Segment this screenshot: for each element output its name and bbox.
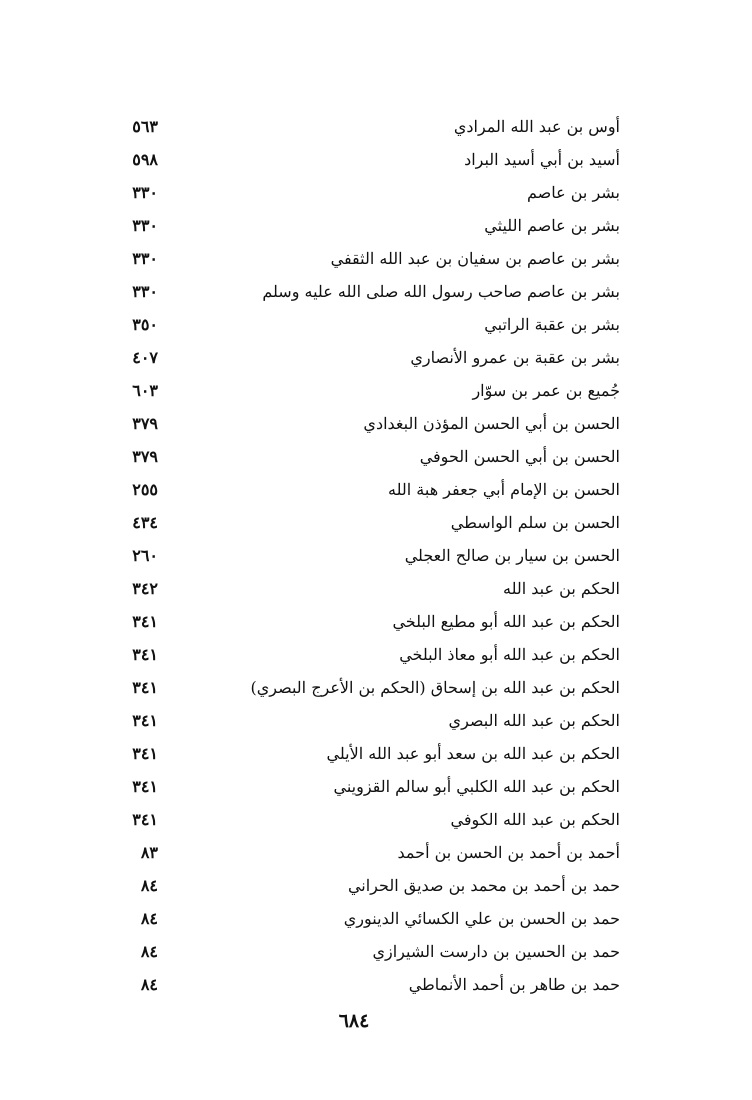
entry-name: أوس بن عبد الله المرادي (453, 117, 620, 136)
entry-page-number: ٥٦٣ (132, 117, 158, 136)
entry-name: بشر بن عاصم صاحب رسول الله صلى الله عليه وسلم (262, 282, 620, 301)
index-entry (0, 935, 752, 968)
entry-page-number: ٨٤ (140, 942, 158, 961)
index-entry (0, 803, 752, 836)
entry-page-number: ٣٣٠ (132, 282, 158, 301)
index-entry (0, 572, 752, 605)
entry-name: بشر بن عقبة بن عمرو الأنصاري (410, 348, 620, 367)
entry-page-number: ٣٥٠ (132, 315, 158, 334)
entry-page-number: ٣٤١ (132, 744, 158, 763)
index-entry (0, 143, 752, 176)
index-entry (0, 869, 752, 902)
index-entry (0, 341, 752, 374)
entry-name: الحكم بن عبد الله (503, 579, 620, 598)
entry-name: الحسن بن أبي الحسن المؤذن البغدادي (363, 414, 620, 433)
entry-page-number: ٨٤ (140, 975, 158, 994)
page-number: ٦٨٤ (338, 1010, 370, 1032)
entry-page-number: ٣٣٠ (132, 183, 158, 202)
name-index-list (0, 110, 752, 1001)
entry-page-number: ٨٣ (140, 843, 158, 862)
entry-name: الحكم بن عبد الله بن سعد أبو عبد الله الأيلي (326, 744, 620, 763)
entry-page-number: ٥٩٨ (132, 150, 158, 169)
entry-page-number: ٣٧٩ (132, 414, 158, 433)
entry-page-number: ٣٤١ (132, 645, 158, 664)
entry-page-number: ٣٣٠ (132, 216, 158, 235)
index-entry (0, 473, 752, 506)
index-entry (0, 440, 752, 473)
entry-page-number: ٣٤١ (132, 612, 158, 631)
entry-name: حمد بن الحسين بن دارست الشيرازي (372, 942, 620, 961)
entry-name: حمد بن أحمد بن محمد بن صديق الحراني (347, 876, 620, 895)
index-entry (0, 176, 752, 209)
index-entry (0, 902, 752, 935)
entry-page-number: ٣٣٠ (132, 249, 158, 268)
entry-name: الحكم بن عبد الله الكلبي أبو سالم القزويني (333, 777, 620, 796)
entry-name: الحكم بن عبد الله البصري (448, 711, 620, 730)
entry-name: الحكم بن عبد الله الكوفي (450, 810, 620, 829)
entry-name: الحكم بن عبد الله بن إسحاق (الحكم بن الأعرج البصري) (250, 678, 620, 697)
entry-page-number: ٢٥٥ (132, 480, 158, 499)
entry-page-number: ٢٦٠ (132, 546, 158, 565)
index-entry (0, 539, 752, 572)
entry-page-number: ٤٣٤ (132, 513, 158, 532)
entry-page-number: ٣٤١ (132, 711, 158, 730)
entry-page-number: ٨٤ (140, 876, 158, 895)
index-entry (0, 704, 752, 737)
index-entry (0, 968, 752, 1001)
entry-name: الحكم بن عبد الله أبو معاذ البلخي (399, 645, 620, 664)
entry-page-number: ٤٠٧ (132, 348, 158, 367)
index-entry (0, 506, 752, 539)
entry-name: بشر بن عاصم (526, 183, 620, 202)
entry-page-number: ٣٤١ (132, 678, 158, 697)
entry-name: بشر بن عاصم بن سفيان بن عبد الله الثقفي (330, 249, 620, 268)
index-entry (0, 737, 752, 770)
entry-name: الحسن بن سلم الواسطي (450, 513, 620, 532)
entry-name: بشر بن عقبة الراتبي (484, 315, 620, 334)
entry-name: الحسن بن سيار بن صالح العجلي (404, 546, 620, 565)
entry-page-number: ٣٤١ (132, 777, 158, 796)
index-entry (0, 605, 752, 638)
entry-name: أسيد بن أبي أسيد البراد (464, 150, 620, 169)
entry-page-number: ٣٧٩ (132, 447, 158, 466)
index-entry (0, 770, 752, 803)
entry-page-number: ٣٤٢ (132, 579, 158, 598)
entry-page-number: ٦٠٣ (132, 381, 158, 400)
entry-name: الحكم بن عبد الله أبو مطيع البلخي (392, 612, 620, 631)
entry-page-number: ٣٤١ (132, 810, 158, 829)
index-entry (0, 407, 752, 440)
index-entry (0, 836, 752, 869)
entry-page-number: ٨٤ (140, 909, 158, 928)
index-entry (0, 209, 752, 242)
entry-name: الحسن بن أبي الحسن الحوفي (419, 447, 620, 466)
entry-name: الحسن بن الإمام أبي جعفر هبة الله (388, 480, 620, 499)
index-entry (0, 110, 752, 143)
entry-name: حمد بن الحسن بن علي الكسائي الدينوري (343, 909, 620, 928)
entry-name: بشر بن عاصم الليثي (484, 216, 620, 235)
index-entry (0, 242, 752, 275)
index-entry (0, 308, 752, 341)
entry-name: حمد بن طاهر بن أحمد الأنماطي (408, 975, 620, 994)
index-entry (0, 671, 752, 704)
index-entry (0, 638, 752, 671)
index-entry (0, 275, 752, 308)
entry-name: جُميع بن عمر بن سوّار (472, 381, 620, 400)
index-entry (0, 374, 752, 407)
entry-name: أحمد بن أحمد بن الحسن بن أحمد (397, 843, 620, 862)
